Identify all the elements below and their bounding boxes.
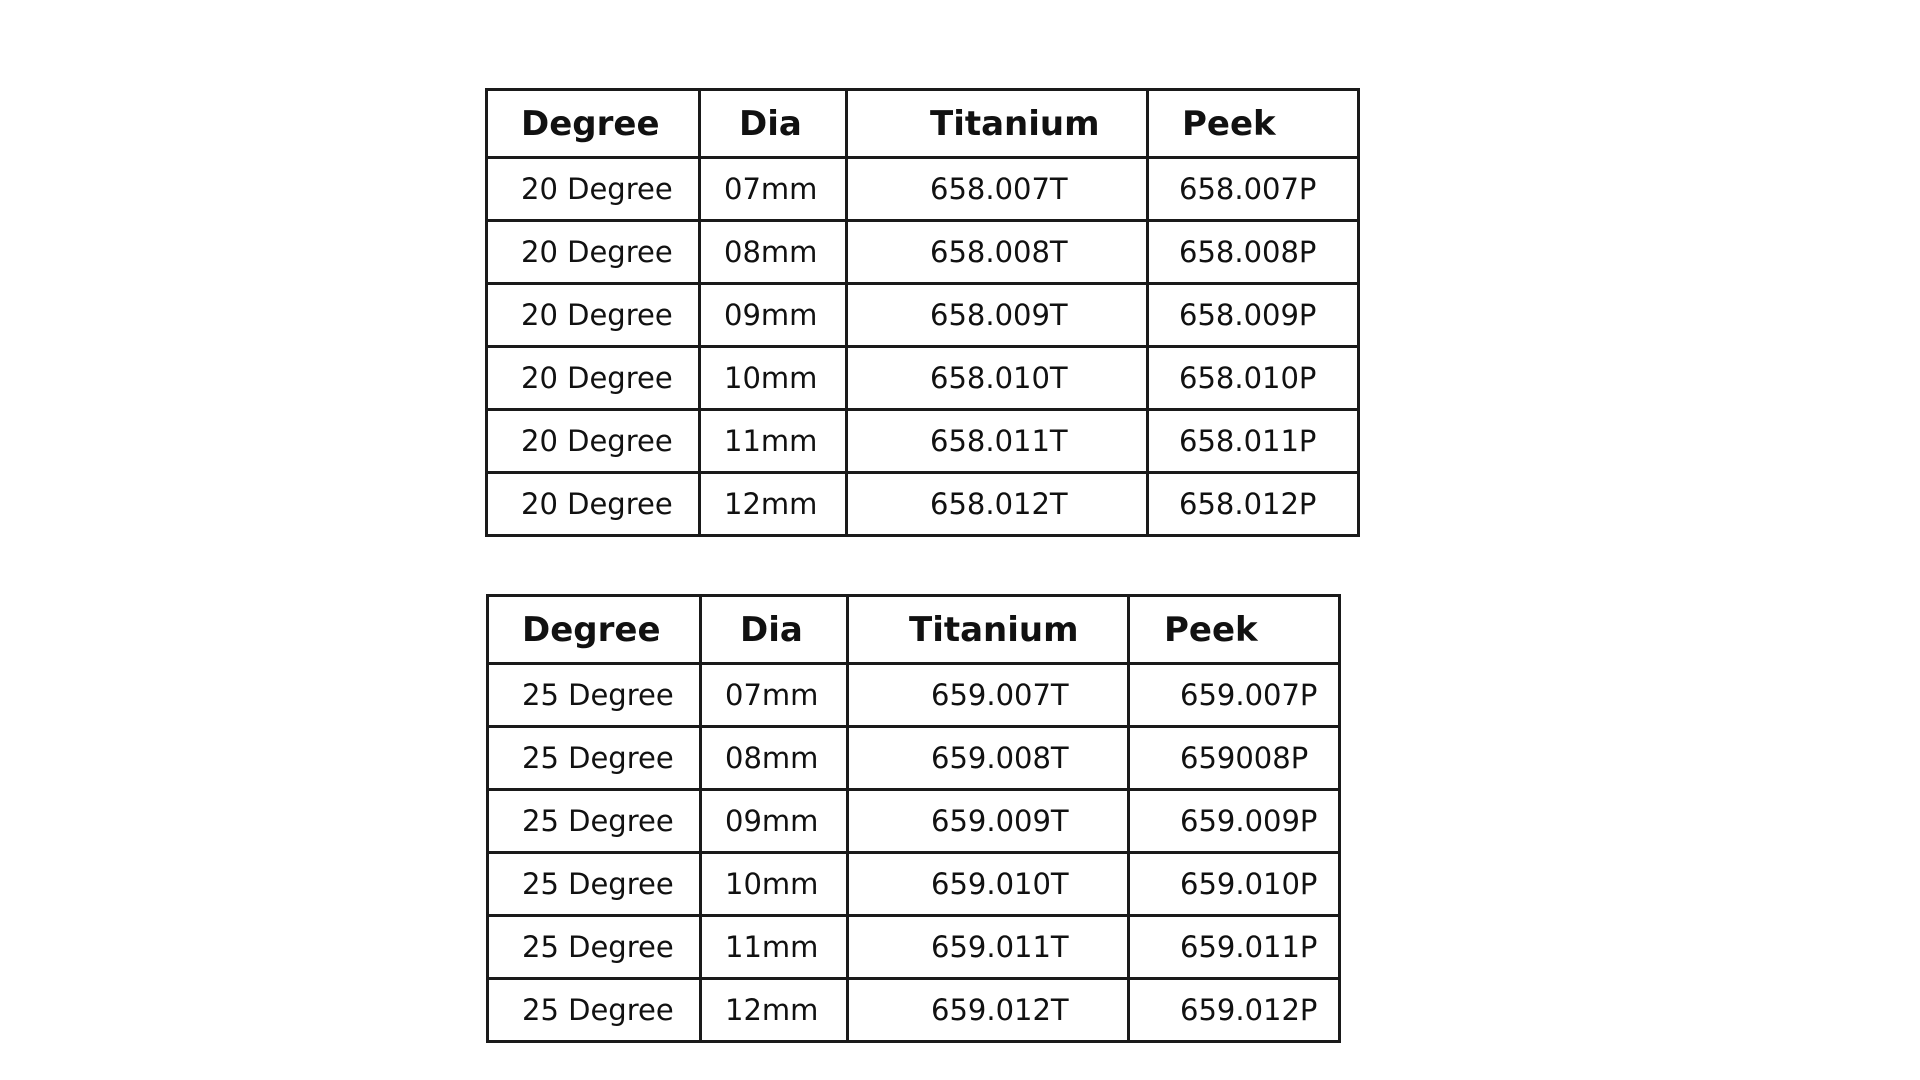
cell-titanium: 659.007T [848,664,1129,727]
cell-degree: 20 Degree [487,410,700,473]
cell-titanium: 659.009T [848,790,1129,853]
cell-titanium: 658.012T [847,473,1148,536]
cell-degree: 20 Degree [487,473,700,536]
cell-peek: 659.007P [1129,664,1340,727]
cell-peek: 658.009P [1148,284,1359,347]
header-degree: Degree [487,90,700,158]
cell-degree: 25 Degree [488,664,701,727]
cell-titanium: 659.011T [848,916,1129,979]
cell-peek: 659.012P [1129,979,1340,1042]
cell-peek: 658.008P [1148,221,1359,284]
header-peek: Peek [1129,596,1340,664]
table-row [487,347,1359,410]
cell-dia: 08mm [701,727,848,790]
cell-degree: 25 Degree [488,790,701,853]
table-header-row [487,90,1359,158]
cell-degree: 25 Degree [488,853,701,916]
cell-dia: 08mm [700,221,847,284]
cell-peek: 659.009P [1129,790,1340,853]
cell-dia: 09mm [700,284,847,347]
header-titanium: Titanium [847,90,1148,158]
cell-peek: 658.010P [1148,347,1359,410]
cell-peek: 659008P [1129,727,1340,790]
table-row [488,664,1340,727]
table-row [488,727,1340,790]
cell-degree: 20 Degree [487,158,700,221]
cell-degree: 25 Degree [488,916,701,979]
spec-table-20-degree [485,88,1360,537]
table-row [487,221,1359,284]
table-row [488,853,1340,916]
cell-dia: 07mm [701,664,848,727]
cell-peek: 659.011P [1129,916,1340,979]
table-row [488,916,1340,979]
cell-dia: 11mm [701,916,848,979]
cell-titanium: 659.010T [848,853,1129,916]
cell-peek: 658.011P [1148,410,1359,473]
header-dia: Dia [701,596,848,664]
cell-titanium: 658.008T [847,221,1148,284]
cell-degree: 20 Degree [487,347,700,410]
cell-titanium: 659.012T [848,979,1129,1042]
table-row [487,410,1359,473]
cell-peek: 658.012P [1148,473,1359,536]
cell-dia: 10mm [701,853,848,916]
cell-degree: 25 Degree [488,979,701,1042]
table-row [487,158,1359,221]
cell-titanium: 658.007T [847,158,1148,221]
cell-peek: 659.010P [1129,853,1340,916]
cell-titanium: 659.008T [848,727,1129,790]
header-titanium: Titanium [848,596,1129,664]
cell-titanium: 658.009T [847,284,1148,347]
table-row [487,284,1359,347]
header-dia: Dia [700,90,847,158]
spec-table-25-degree [486,594,1341,1043]
cell-degree: 20 Degree [487,221,700,284]
header-degree: Degree [488,596,701,664]
table-header-row [488,596,1340,664]
cell-dia: 12mm [701,979,848,1042]
table-row [488,979,1340,1042]
cell-dia: 10mm [700,347,847,410]
cell-peek: 658.007P [1148,158,1359,221]
cell-dia: 07mm [700,158,847,221]
cell-titanium: 658.010T [847,347,1148,410]
cell-degree: 20 Degree [487,284,700,347]
cell-dia: 12mm [700,473,847,536]
table-row [488,790,1340,853]
table-row [487,473,1359,536]
cell-dia: 09mm [701,790,848,853]
cell-dia: 11mm [700,410,847,473]
cell-titanium: 658.011T [847,410,1148,473]
header-peek: Peek [1148,90,1359,158]
cell-degree: 25 Degree [488,727,701,790]
